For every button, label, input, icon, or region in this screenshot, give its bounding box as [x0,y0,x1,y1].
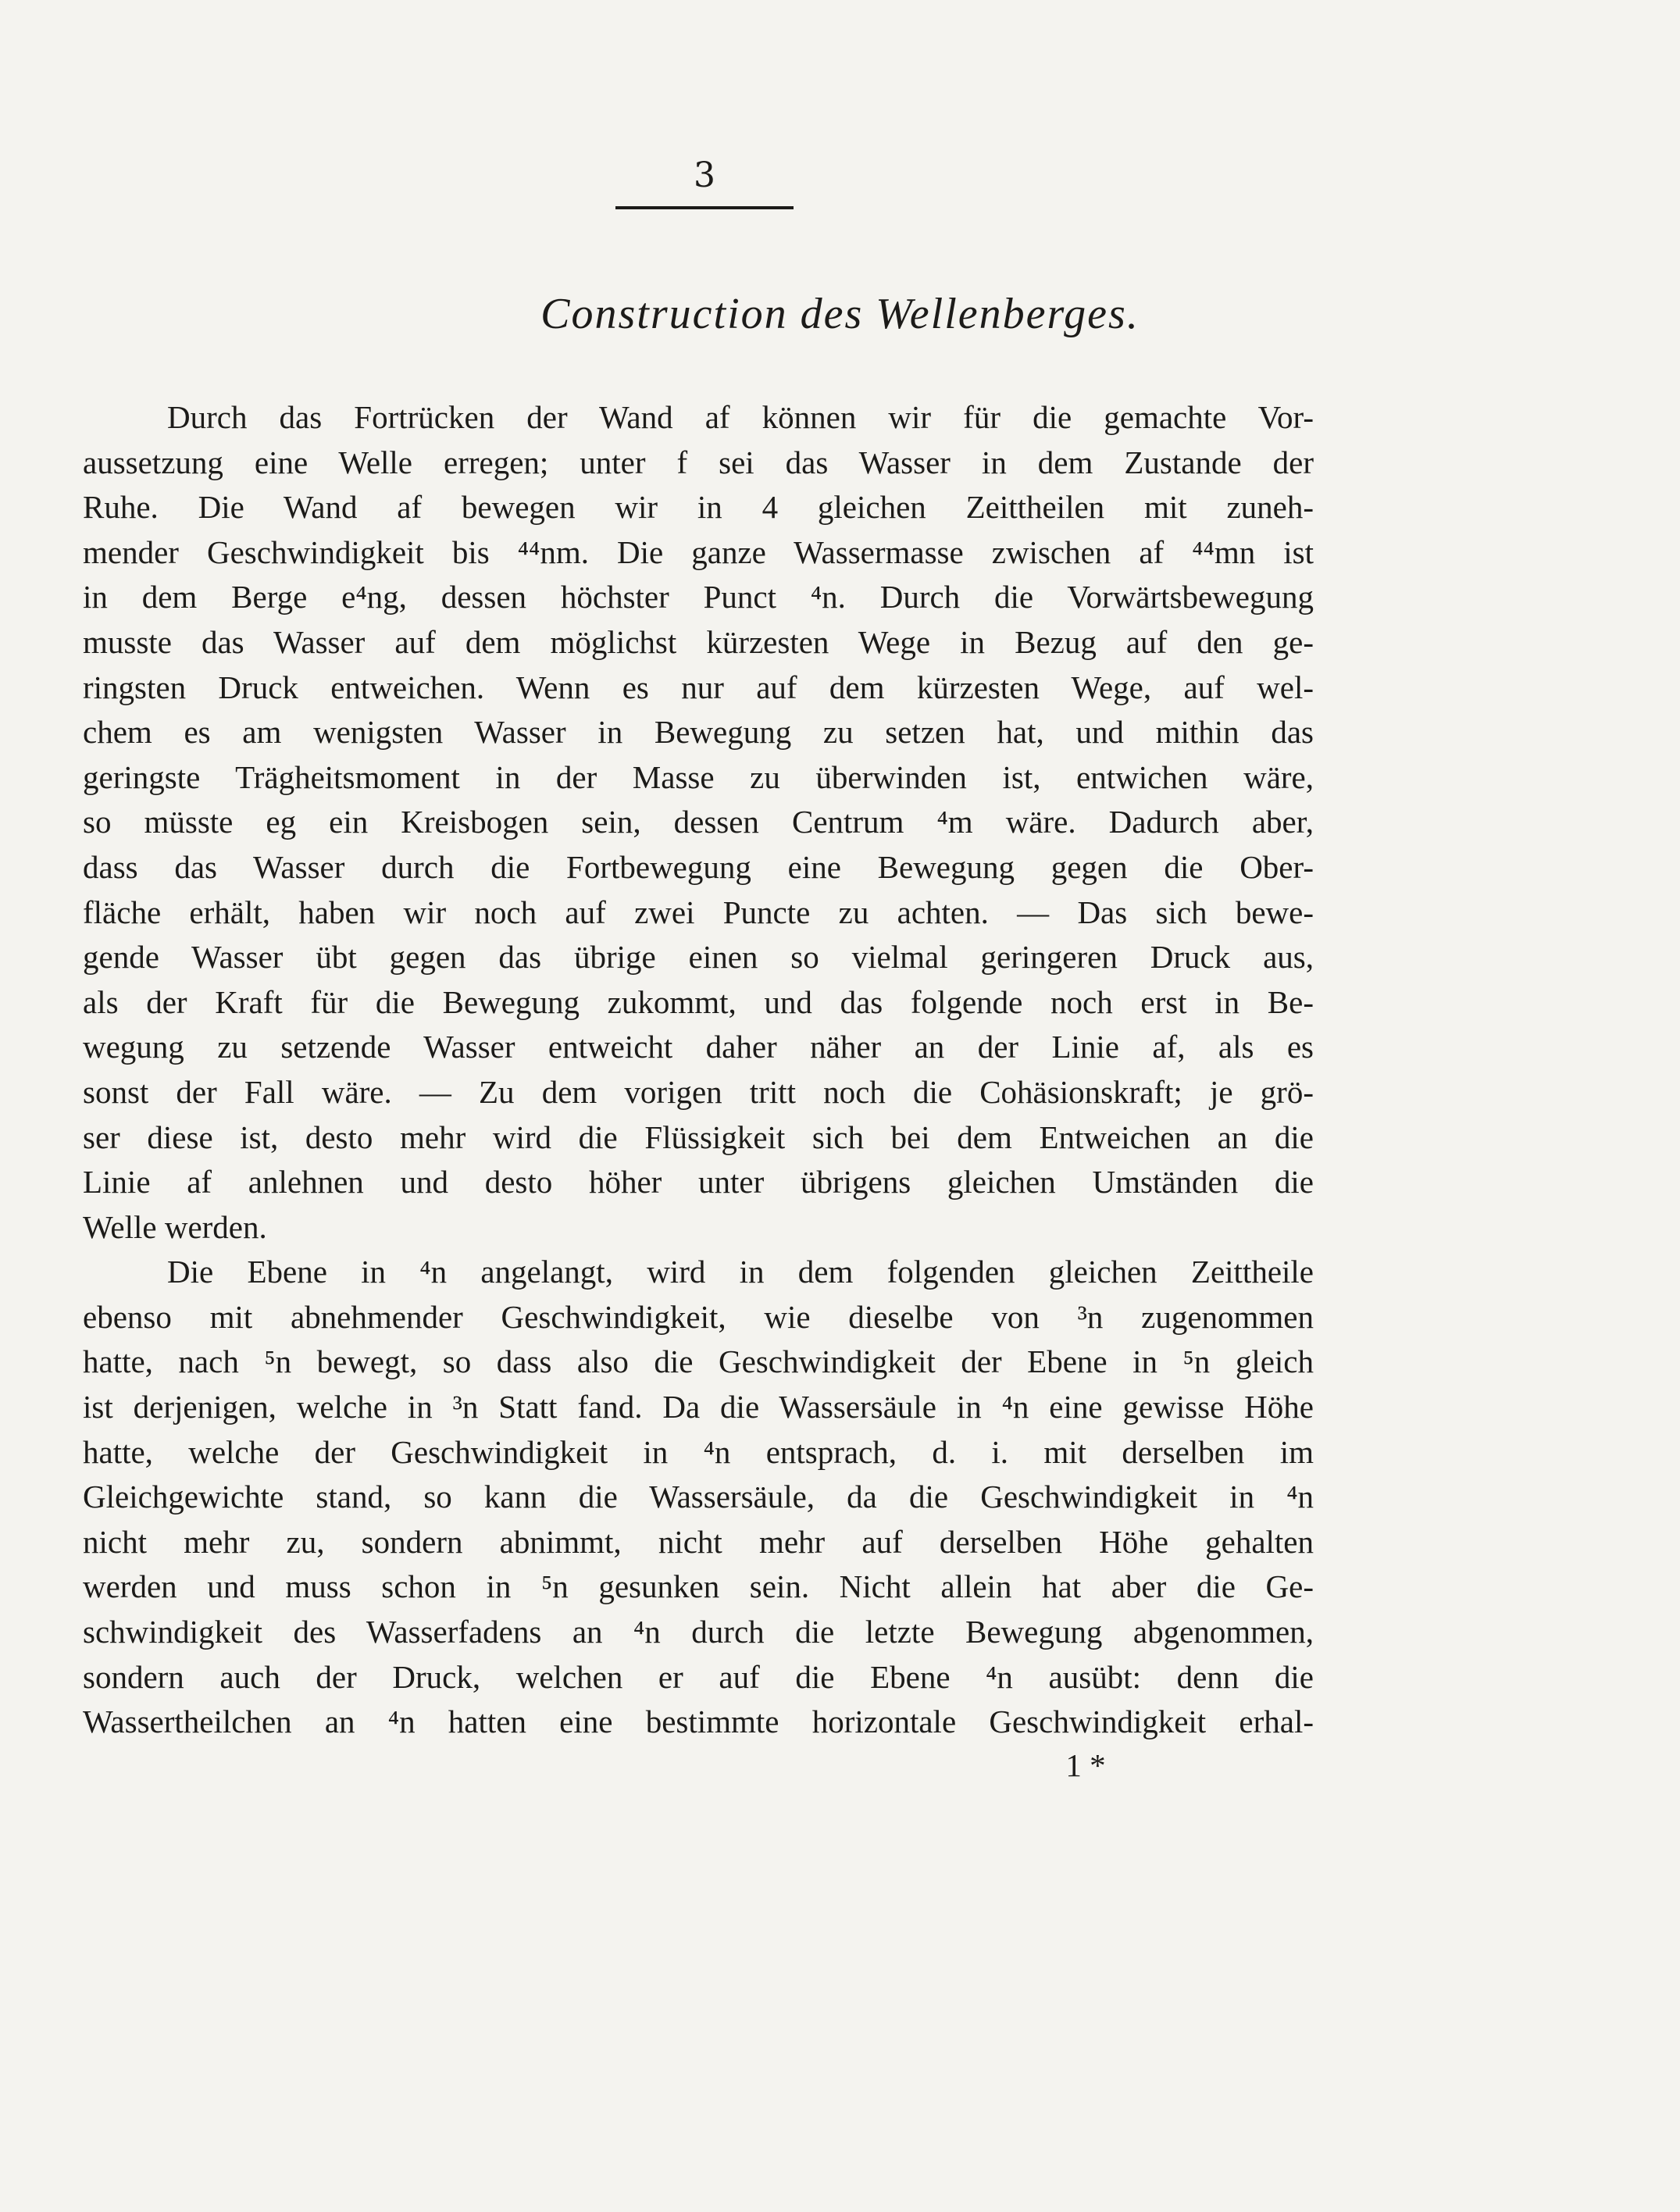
text-line: in dem Berge e⁴ng, dessen höchster Punct ⁴n. Durch die Vorwärtsbewegung [83,579,1314,615]
text-line: sonst der Fall wäre. — Zu dem vorigen tritt noch die Cohäsionskraft; je grö- [83,1073,1314,1110]
text-line: ebenso mit abnehmender Geschwindigkeit, wie dieselbe von ³n zugenommen [83,1298,1314,1335]
text-line: ist derjenigen, welche in ³n Statt fand. Da die Wassersäule in ⁴n eine gewisse Höhe [83,1389,1314,1425]
text-line: werden und muss schon in ⁵n gesunken sein. Nicht allein hat aber die Ge- [83,1568,1314,1605]
text-line: chem es am wenigsten Wasser in Bewegung zu setzen hat, und mithin das [83,714,1314,751]
text-line: hatte, nach ⁵n bewegt, so dass also die Geschwindigkeit der Ebene in ⁵n gleich [83,1343,1314,1380]
text-line: geringste Trägheitsmoment in der Masse zu überwinden ist, entwichen wäre, [83,758,1314,795]
body-text [83,395,1314,1745]
text-line: ringsten Druck entweichen. Wenn es nur auf dem kürzesten Wege, auf wel- [83,669,1314,705]
text-line: Linie af anlehnen und desto höher unter übrigens gleichen Umständen die [83,1164,1314,1201]
text-line: schwindigkeit des Wasserfadens an ⁴n durch die letzte Bewegung abgenommen, [83,1614,1314,1650]
text-line: Ruhe. Die Wand af bewegen wir in 4 gleichen Zeittheilen mit zuneh- [83,489,1314,526]
header-rule [615,206,794,209]
text-line: sondern auch der Druck, welchen er auf die Ebene ⁴n ausübt: denn die [83,1658,1314,1695]
text-line: musste das Wasser auf dem möglichst kürzesten Wege in Bezug auf den ge- [83,623,1314,660]
text-line: Wassertheilchen an ⁴n hatten eine bestimmte horizontale Geschwindigkeit erhal- [83,1704,1314,1740]
text-line: mender Geschwindigkeit bis ⁴⁴nm. Die ganze Wassermasse zwischen af ⁴⁴mn ist [83,533,1314,570]
text-line: dass das Wasser durch die Fortbewegung eine Bewegung gegen die Ober- [83,848,1314,885]
text-line: gende Wasser übt gegen das übrige einen so vielmal geringeren Druck aus, [83,939,1314,976]
text-line: Durch das Fortrücken der Wand af können wir für die gemachte Vor- [167,399,1314,435]
signature-mark: 1 * [1065,1747,1106,1783]
text-line: aussetzung eine Welle erregen; unter f sei das Wasser in dem Zustande der [83,444,1314,480]
text-line: fläche erhält, haben wir noch auf zwei Puncte zu achten. — Das sich bewe- [83,894,1314,930]
page-number: 3 [694,155,715,195]
text-line: wegung zu setzende Wasser entweicht daher näher an der Linie af, als es [83,1029,1314,1065]
text-line: ser diese ist, desto mehr wird die Flüssigkeit sich bei dem Entweichen an die [83,1118,1314,1155]
text-line: nicht mehr zu, sondern abnimmt, nicht mehr auf derselben Höhe gehalten [83,1523,1314,1560]
text-line: so müsste eg ein Kreisbogen sein, dessen Centrum ⁴m wäre. Dadurch aber, [83,804,1314,840]
text-line: als der Kraft für die Bewegung zukommt, und das folgende noch erst in Be- [83,983,1314,1020]
text-line: Die Ebene in ⁴n angelangt, wird in dem folgenden gleichen Zeittheile [167,1254,1314,1290]
text-line: Welle werden. [83,1208,267,1245]
text-line: hatte, welche der Geschwindigkeit in ⁴n entsprach, d. i. mit derselben im [83,1433,1314,1470]
text-line: Gleichgewichte stand, so kann die Wassersäule, da die Geschwindigkeit in ⁴n [83,1479,1314,1515]
section-title: Construction des Wellenberges. [540,290,1140,338]
